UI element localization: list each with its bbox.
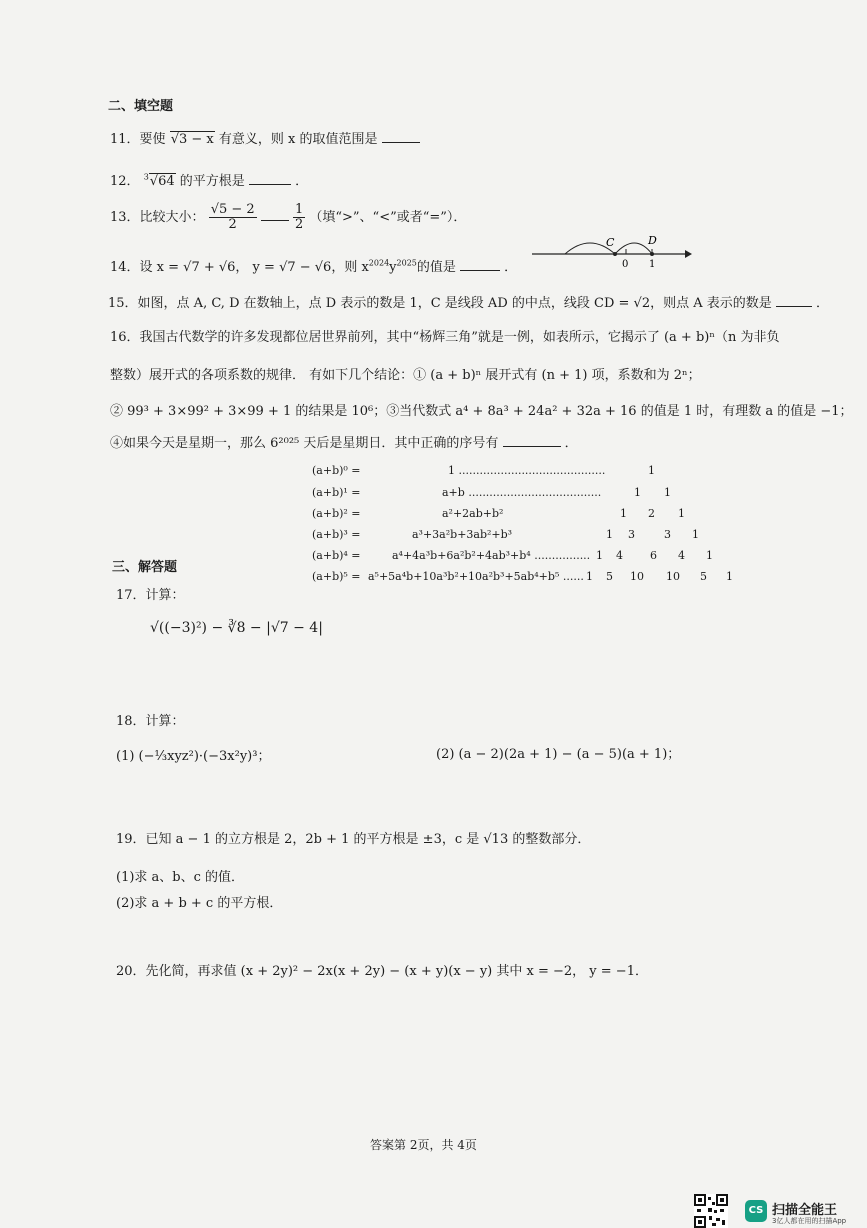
question-17-expression: √((−3)²) − ∛8 − |√7 − 4| — [150, 620, 323, 636]
triangle-coeff: 5 — [700, 570, 707, 583]
question-18-title: 18．计算： — [116, 714, 185, 729]
dots: ................ — [534, 549, 591, 562]
qr-code-icon — [694, 1194, 736, 1228]
triangle-coeff: 10 — [630, 570, 644, 583]
triangle-coeff: 1 — [664, 486, 671, 499]
number-line-arrow — [685, 250, 692, 258]
triangle-coeff: 6 — [650, 549, 657, 562]
q15-tail: ． — [816, 296, 830, 311]
q11-prefix: 11．要使 — [110, 132, 166, 147]
q12-prefix: 12． — [110, 174, 140, 189]
triangle-row-expansion: a²+2ab+b² — [442, 507, 504, 520]
question-15 — [108, 292, 829, 311]
number-line-figure — [530, 232, 695, 272]
q14-text3: 的值是 — [416, 260, 456, 275]
triangle-coeff: 1 — [648, 464, 655, 477]
triangle-row-expansion — [442, 486, 601, 499]
q16-line4 — [110, 432, 578, 451]
triangle-coeff: 3 — [628, 528, 635, 541]
triangle-coeff: 2 — [648, 507, 655, 520]
triangle-row-label: (a+b)⁰ = — [312, 464, 361, 477]
q14-exp2: 2025 — [396, 258, 417, 268]
q16-line3: ② 99³ + 3×99² + 3×99 + 1 的结果是 10⁶；③当代数式 a⁴ + 8a³ + 24a² + 32a + 16 的值是 1 时，有理数 a 的值是 −1； — [110, 404, 853, 419]
question-19-part1: (1)求 a、b、c 的值． — [116, 870, 245, 885]
q11-suffix: 有意义，则 x 的取值范围是 — [218, 132, 378, 147]
question-17-title: 17．计算： — [116, 588, 185, 603]
q13-num1: √5 − 2 — [210, 201, 255, 217]
q14-exp1: 2024 — [368, 258, 390, 268]
answer-blank — [503, 434, 561, 447]
triangle-row-expansion — [368, 570, 584, 583]
question-14 — [110, 256, 517, 275]
q13-num2: 1 — [294, 201, 304, 217]
q11-radical: √3 − x — [170, 132, 214, 147]
triangle-row-label: (a+b)² = — [312, 507, 361, 520]
triangle-coeff: 10 — [666, 570, 680, 583]
q14-tail: ． — [504, 260, 518, 275]
label-1: 1 — [649, 259, 656, 270]
dots: .......................................... — [458, 464, 606, 477]
q16-tail: ． — [564, 436, 578, 451]
question-20: 20．先化简，再求值 (x + 2y)² − 2x(x + 2y) − (x + y)(x − y) 其中 x = −2， y = −1． — [116, 964, 648, 979]
triangle-coeff: 5 — [606, 570, 613, 583]
section-title-fill-in: 二、填空题 — [108, 99, 174, 114]
triangle-row-label: (a+b)¹ = — [312, 486, 361, 499]
answer-blank — [249, 172, 291, 185]
triangle-coeff: 1 — [634, 486, 641, 499]
question-19-title: 19．已知 a − 1 的立方根是 2，2b + 1 的平方根是 ±3，c 是 √13 的整数部分． — [116, 832, 591, 847]
q13-suffix: （填“>”、“<”或者“=”）． — [309, 210, 467, 225]
triangle-row-label: (a+b)⁵ = — [312, 570, 361, 583]
triangle-coeff: 4 — [678, 549, 685, 562]
q13-prefix: 13．比较大小： — [110, 210, 205, 225]
expansion: 1 — [448, 464, 455, 477]
triangle-coeff: 3 — [664, 528, 671, 541]
q13-den1: 2 — [228, 217, 237, 232]
label-d: D — [648, 234, 657, 247]
answer-blank — [261, 208, 289, 221]
answer-blank — [776, 294, 812, 307]
arc-c-d — [615, 243, 652, 254]
q16-line1: 16．我国古代数学的许多发现都位居世界前列，其中“杨辉三角”就是一例，如表所示，它揭示了 (a + b)ⁿ（n 为非负 — [110, 330, 780, 345]
expansion: a⁵+5a⁴b+10a³b²+10a²b³+5ab⁴+b⁵ — [368, 570, 560, 583]
answer-blank — [460, 258, 500, 271]
triangle-coeff: 1 — [606, 528, 613, 541]
q15-text: 15．如图，点 A, C, D 在数轴上，点 D 表示的数是 1，C 是线段 AD 的中点，线段 CD = √2，则点 A 表示的数是 — [108, 296, 772, 311]
question-18-part2: (2) (a − 2)(2a + 1) − (a − 5)(a + 1)； — [436, 747, 681, 762]
q16-line4-text: ④如果今天是星期一，那么 6²⁰²⁵ 天后是星期日．其中正确的序号有 — [110, 436, 499, 451]
camscanner-brand: 扫描全能王 — [772, 1203, 838, 1218]
expansion: a⁴+4a³b+6a²b²+4ab³+b⁴ — [392, 549, 531, 562]
q14-text2: y — [389, 260, 397, 275]
q12-suffix: 的平方根是 — [179, 174, 245, 189]
triangle-coeff: 1 — [586, 570, 593, 583]
question-12: 12． $^3$√64 的平方根是 ． — [110, 172, 309, 189]
q13-fraction-2 — [293, 203, 305, 233]
q12-tail: ． — [295, 174, 309, 189]
triangle-coeff: 1 — [726, 570, 733, 583]
page-footer: 答案第 2页，共 4页 — [370, 1138, 477, 1152]
camscanner-logo-icon: CS — [745, 1200, 767, 1222]
triangle-row-expansion — [392, 549, 590, 562]
answer-blank — [382, 130, 420, 143]
q12-radicand: 64 — [158, 174, 175, 189]
triangle-row-expansion: a³+3a²b+3ab²+b³ — [412, 528, 513, 541]
triangle-coeff: 1 — [706, 549, 713, 562]
expansion: a+b — [442, 486, 465, 499]
dots: ...... — [562, 570, 584, 583]
q12-root-index: 3 — [143, 172, 149, 182]
section-title-answers: 三、解答题 — [112, 560, 178, 575]
triangle-row-label: (a+b)⁴ = — [312, 549, 361, 562]
label-c: C — [606, 236, 615, 249]
triangle-coeff: 1 — [692, 528, 699, 541]
triangle-coeff: 1 — [620, 507, 627, 520]
triangle-row-label: (a+b)³ = — [312, 528, 361, 541]
triangle-coeff: 4 — [616, 549, 623, 562]
q14-text1: 14．设 x = √7 + √6， y = √7 − √6，则 x — [110, 260, 369, 275]
triangle-coeff: 1 — [678, 507, 685, 520]
question-18-part1: (1) (−⅓xyz²)·(−3x²y)³； — [116, 749, 271, 764]
q13-fraction-1 — [209, 203, 257, 233]
question-19-part2: (2)求 a + b + c 的平方根． — [116, 896, 283, 911]
question-11 — [110, 128, 420, 147]
triangle-row-expansion — [448, 464, 605, 477]
dots: ...................................... — [468, 486, 602, 499]
camscanner-tagline: 3亿人都在用的扫描App — [772, 1217, 847, 1225]
triangle-coeff: 1 — [596, 549, 603, 562]
q16-line2: 整数）展开式的各项系数的规律． 有如下几个结论：① (a + b)ⁿ 展开式有 (n + 1) 项，系数和为 2ⁿ； — [110, 368, 701, 383]
point-d — [650, 252, 654, 256]
q13-den2: 2 — [294, 217, 304, 232]
q11-radicand: 3 − x — [178, 132, 214, 147]
point-c — [613, 252, 617, 256]
label-0: 0 — [622, 259, 629, 270]
question-13 — [110, 200, 466, 236]
